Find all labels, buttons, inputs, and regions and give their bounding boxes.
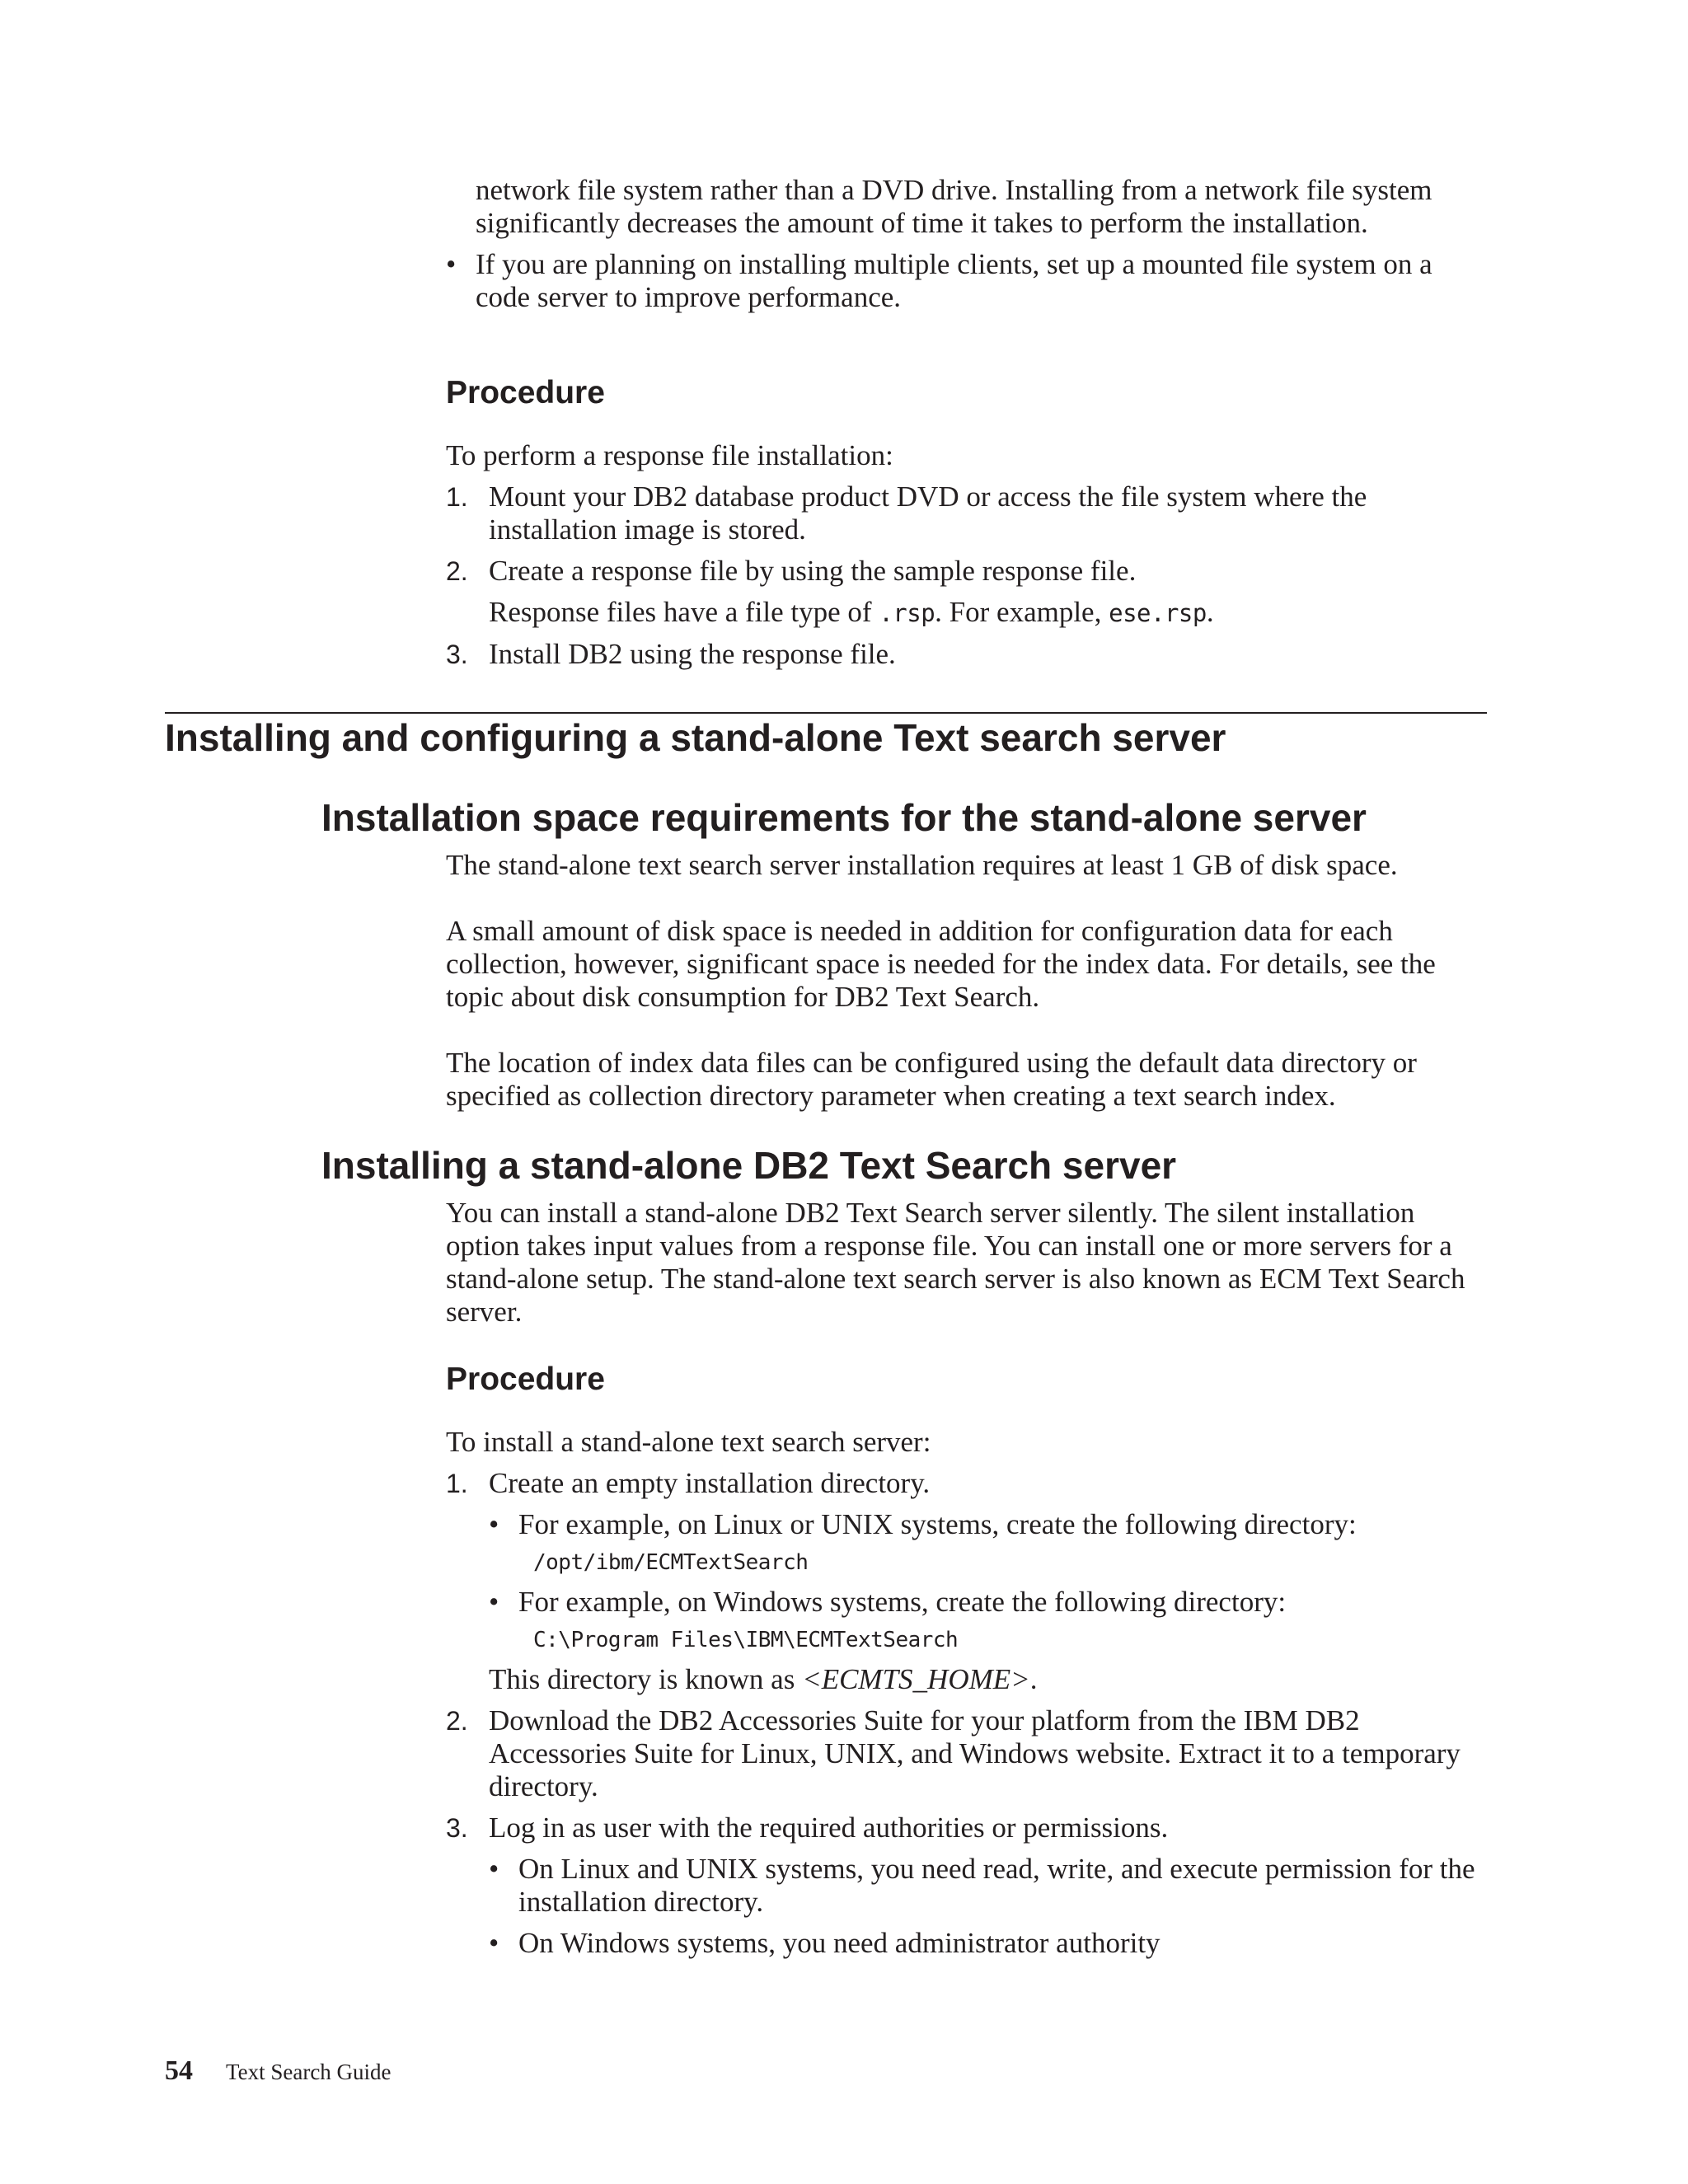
procedure-step: 1. Mount your DB2 database product DVD or access the file system where the installation image is stored. — [446, 480, 1367, 546]
step3-bullet-linux: • On Linux and UNIX systems, you need read, write, and execute permission for the installation directory. — [489, 1853, 1475, 1918]
space-block — [446, 849, 1493, 1113]
space-paragraph-3: The location of index data files can be configured using the default data directory or specified as collection directory parameter when creating a text search index. — [446, 1047, 1417, 1112]
bullet-icon: • — [489, 1586, 499, 1618]
step2-note: Response files have a file type of .rsp. For example, ese.rsp. — [489, 596, 1214, 628]
procedure-step: 3. Install DB2 using the response file. — [446, 638, 896, 670]
space-heading: Installation space requirements for the stand-alone server — [321, 796, 1367, 839]
space-paragraph-1: The stand-alone text search server installation requires at least 1 GB of disk space. — [446, 849, 1398, 881]
intro-continuation: network file system rather than a DVD drive. Installing from a network file system significantly decreases the amount of time it takes to perform the installation. — [476, 174, 1432, 239]
page-number: 54 — [165, 2055, 193, 2086]
step1-note: This directory is known as <ECMTS_HOME>. — [489, 1663, 1038, 1695]
procedure-heading: Procedure — [446, 375, 605, 410]
intro-bullet: • If you are planning on installing multiple clients, set up a mounted file system on a code server to improve performance. — [446, 248, 1432, 313]
bullet-icon: • — [489, 1508, 499, 1540]
step3-bullet-windows: • On Windows systems, you need administrator authority — [489, 1927, 1160, 1959]
install-step-1: 1. Create an empty installation directory. — [446, 1467, 931, 1499]
install-lead: To install a stand-alone text search server: — [446, 1426, 931, 1458]
step1-bullet-linux: • For example, on Linux or UNIX systems, create the following directory: — [489, 1508, 1357, 1540]
install-step-2: 2. Download the DB2 Accessories Suite for your platform from the IBM DB2 Accessories Suite for Linux, UNIX, and Windows website. Extract it to a temporary directory. — [446, 1704, 1461, 1802]
bullet-icon: • — [489, 1853, 499, 1885]
section-rule — [165, 712, 1487, 714]
install-heading: Installing a stand-alone DB2 Text Search server — [321, 1144, 1177, 1187]
step1-bullet-windows: • For example, on Windows systems, create the following directory: — [489, 1586, 1287, 1618]
procedure-1 — [446, 375, 1493, 671]
ecmts-home-variable: <ECMTS_HOME> — [802, 1663, 1030, 1695]
page-footer — [165, 2055, 392, 2087]
example-file-code: ese.rsp — [1109, 599, 1207, 627]
procedure-lead: To perform a response file installation: — [446, 439, 893, 471]
bullet-icon: • — [489, 1927, 499, 1959]
space-paragraph-2: A small amount of disk space is needed in addition for configuration data for each collection, however, significant space is needed for the index data. For details, see the topic about disk consumption for DB2 Text Search. — [446, 915, 1436, 1013]
procedure-step: 2. Create a response file by using the sample response file. — [446, 555, 1137, 587]
section-title: Installing and configuring a stand-alone Text search server — [165, 716, 1226, 759]
procedure-heading: Procedure — [446, 1361, 605, 1397]
install-block — [446, 1197, 1493, 1960]
install-paragraph: You can install a stand-alone DB2 Text Search server silently. The silent installation option takes input values from a response file. You can install one or more servers for a stand-alone setup. The stand-alone text search server is also known as ECM Text Search server. — [446, 1197, 1465, 1328]
intro-block — [446, 174, 1493, 314]
linux-directory-code: /opt/ibm/ECMTextSearch — [533, 1550, 809, 1575]
book-title: Text Search Guide — [226, 2060, 392, 2084]
bullet-icon: • — [446, 248, 457, 280]
file-type-code: .rsp — [879, 599, 935, 627]
install-step-3: 3. Log in as user with the required authorities or permissions. — [446, 1811, 1169, 1844]
windows-directory-code: C:\Program Files\IBM\ECMTextSearch — [533, 1628, 959, 1652]
